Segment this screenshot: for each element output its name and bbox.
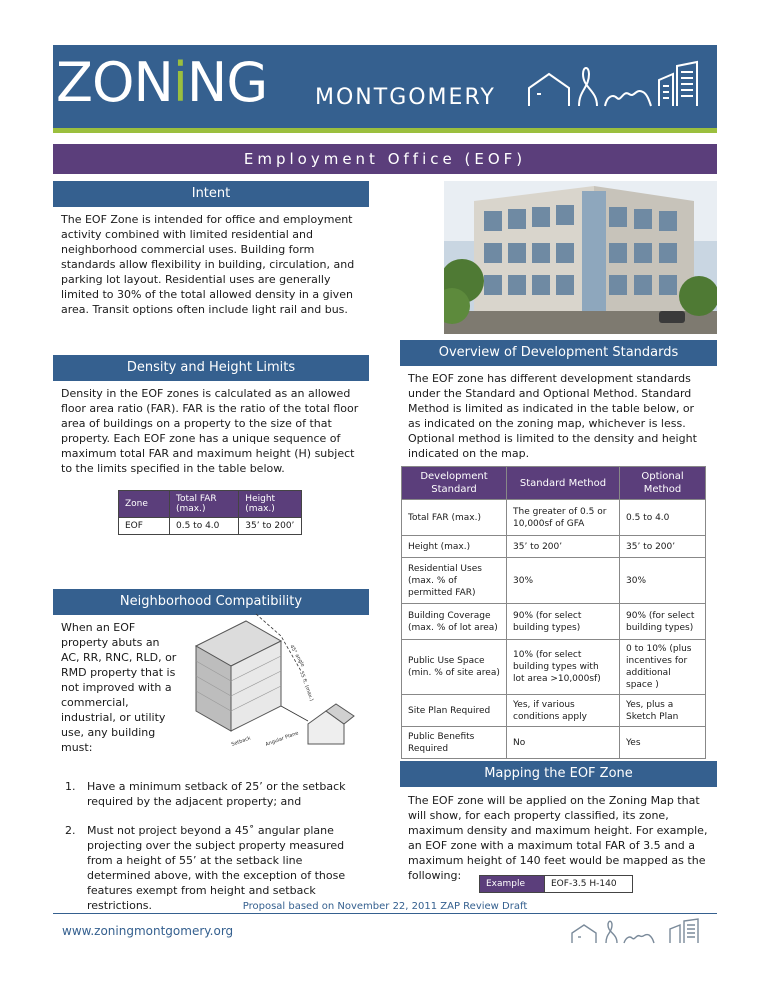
table-cell: 30%	[507, 558, 620, 604]
compatibility-text: When an EOF property abuts an AC, RR, RNC, RLD, or RMD property that is not improved with a commercial, industrial, or utility use, any building must:	[61, 621, 177, 754]
logo-star-letter: i	[172, 51, 187, 114]
table-cell: Site Plan Required	[402, 695, 507, 727]
list-number: 1.	[65, 780, 76, 793]
table-cell: 30%	[620, 558, 706, 604]
compatibility-heading: Neighborhood Compatibility	[53, 589, 369, 615]
dev-table-header: Optional Method	[620, 467, 706, 500]
footer-note: Proposal based on November 22, 2011 ZAP Review Draft	[242, 901, 528, 912]
diagram-label: Setback	[230, 735, 252, 748]
table-row	[402, 558, 706, 604]
overview-text: The EOF zone has different development standards under the Standard and Optional Method. Standard Method is limited as indicated in the table below, or as indicated on the zoning map, whichever is less. Optional method is limited to the density and height indicated on the map.	[408, 372, 697, 460]
table-cell: 35’ to 200’	[507, 536, 620, 558]
table-cell: 90% (for select building types)	[507, 604, 620, 640]
table-cell: 0.5 to 4.0	[620, 500, 706, 536]
list-item-text: Must not project beyond a 45˚ angular plane projecting over the subject property measured from a height of 55’ at the setback line determined above, with the exception of those features exempt from height and setback restrictions.	[87, 824, 346, 912]
table-cell: Public Benefits Required	[402, 727, 507, 759]
table-cell: No	[507, 727, 620, 759]
density-table-header: Height (max.)	[239, 491, 302, 518]
density-table	[118, 490, 302, 535]
office-building-photo	[444, 181, 717, 334]
table-cell: 10% (for select building types with lot area >10,000sf)	[507, 640, 620, 695]
header-accent-rule	[53, 128, 717, 133]
diagram-label: 55 ft. (max.)	[298, 670, 315, 702]
list-number: 2.	[65, 824, 76, 837]
mapping-heading: Mapping the EOF Zone	[400, 761, 717, 787]
website-link[interactable]: www.zoningmontgomery.org	[62, 924, 234, 938]
table-row	[402, 536, 706, 558]
mapping-example-table	[479, 875, 633, 893]
table-cell: 35’ to 200’	[620, 536, 706, 558]
table-row	[402, 640, 706, 695]
logo-prefix: ZON	[56, 51, 173, 114]
table-cell: 90% (for select building types)	[620, 604, 706, 640]
table-row	[402, 727, 706, 759]
density-table-header: Total FAR (max.)	[170, 491, 239, 518]
page-title: Employment Office (EOF)	[53, 144, 717, 174]
table-cell: Total FAR (max.)	[402, 500, 507, 536]
list-item	[61, 779, 367, 809]
table-cell: 0.5 to 4.0	[170, 518, 239, 535]
zoning-logo	[56, 48, 267, 118]
skyline-logo-icon	[527, 60, 712, 110]
list-item-text: Have a minimum setback of 25’ or the setback required by the adjacent property; and	[87, 780, 346, 808]
logo-subtitle: MONTGOMERY	[315, 85, 496, 110]
table-row	[119, 518, 302, 535]
table-cell: EOF	[119, 518, 170, 535]
density-table-header: Zone	[119, 491, 170, 518]
overview-heading: Overview of Development Standards	[400, 340, 717, 366]
table-row	[402, 604, 706, 640]
diagram-label: 45° angle	[288, 644, 306, 669]
intent-heading: Intent	[53, 181, 369, 207]
diagram-label: Angular Plane	[264, 730, 300, 748]
table-cell: Yes, if various conditions apply	[507, 695, 620, 727]
mapping-text: The EOF zone will be applied on the Zoning Map that will show, for each property classified, its zone, maximum density and maximum height. For example, an EOF zone with a maximum total FAR of 3.5 and a maximum height of 140 feet would be mapped as the following:	[408, 794, 708, 882]
footer-rule	[53, 913, 717, 914]
table-cell: Residential Uses (max. % of permitted FAR)	[402, 558, 507, 604]
logo-suffix: NG	[186, 51, 268, 114]
table-row	[402, 695, 706, 727]
table-row	[402, 500, 706, 536]
table-row	[480, 876, 633, 893]
table-cell: The greater of 0.5 or 10,000sf of GFA	[507, 500, 620, 536]
table-cell: Public Use Space (min. % of site area)	[402, 640, 507, 695]
list-item	[61, 823, 367, 913]
dev-table-header: Development Standard	[402, 467, 507, 500]
intent-text: The EOF Zone is intended for office and employment activity combined with limited residential and neighborhood commercial uses. Building form standards allow flexibility in building, circulation, and parking lot layout. Residential uses are generally limited to 30% of the total allowed density in a given area. Transit options often include light rail and bus.	[61, 213, 355, 316]
table-cell: Height (max.)	[402, 536, 507, 558]
development-standards-table	[401, 466, 706, 759]
example-value: EOF-3.5 H-140	[545, 876, 633, 893]
table-cell: Yes, plus a Sketch Plan	[620, 695, 706, 727]
setback-diagram	[186, 606, 366, 756]
table-cell: 35’ to 200’	[239, 518, 302, 535]
density-heading: Density and Height Limits	[53, 355, 369, 381]
dev-table-header: Standard Method	[507, 467, 620, 500]
example-label: Example	[480, 876, 545, 893]
table-cell: Building Coverage (max. % of lot area)	[402, 604, 507, 640]
density-text: Density in the EOF zones is calculated as an allowed floor area ratio (FAR). FAR is the ratio of the total floor area of buildings on a property to the size of that property. Each EOF zone has a unique sequence of maximum total FAR and maximum height (H) subject to the limits specified in the table below.	[61, 387, 359, 475]
footer-skyline-icon	[570, 917, 710, 945]
table-cell: Yes	[620, 727, 706, 759]
table-cell: 0 to 10% (plus incentives for additional space )	[620, 640, 706, 695]
